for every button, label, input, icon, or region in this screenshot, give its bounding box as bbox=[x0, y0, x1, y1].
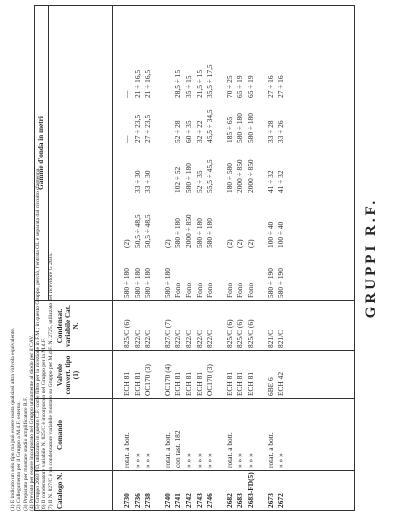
table-cell-condens: 825/C (6) bbox=[246, 319, 255, 348]
table-cell-comando: » » » bbox=[276, 453, 286, 468]
table-cell-g3: 41 ÷ 32 bbox=[276, 170, 286, 193]
table-cell-comando: » » » bbox=[246, 453, 255, 468]
table-cell-g2: (2) bbox=[224, 239, 234, 248]
table-cell-g5: 21,5 ÷ 15 bbox=[194, 69, 204, 98]
table-cell-g5: — bbox=[122, 90, 131, 98]
table-cell-g2: (2) bbox=[246, 239, 255, 248]
column-divider bbox=[34, 510, 354, 511]
table-cell-valvole: OC170 (3) bbox=[205, 364, 215, 396]
header-condens: Condensat. variabile Cat. N. bbox=[56, 305, 80, 347]
table-cell-g3: 580 ÷ 180 bbox=[184, 163, 193, 193]
table-cell-g3: 180 ÷ 580 bbox=[224, 163, 234, 193]
footnote-line: (6) Il condensatore variabile N. 825/C è incorporato nel Gruppo per la M.d.F. bbox=[41, 338, 48, 511]
table-cell-condens: 822/C bbox=[173, 329, 183, 348]
table-cell-condens: 825/C (6) bbox=[224, 319, 234, 348]
table-cell-g5: 70 ÷ 25 bbox=[224, 75, 234, 98]
table-cell-valvole: ECH 81 bbox=[173, 371, 183, 396]
table-cell-g1: 580 ÷ 190 bbox=[276, 268, 286, 298]
table-cell-g3: 55,5 ÷ 45,5 bbox=[205, 159, 215, 193]
table-cell-condens: 822/C bbox=[194, 329, 204, 348]
table-cell-comando: » » » bbox=[143, 453, 153, 468]
table-cell-comando: rotat. a bott. bbox=[224, 432, 234, 468]
table-cell-g3: 2000 ÷ 850 bbox=[246, 159, 255, 193]
table-cell-g5: 65 ÷ 19 bbox=[246, 75, 255, 98]
table-cell-g3: 41 ÷ 32 bbox=[265, 170, 275, 193]
table-cell-g1: 580 ÷ 180 bbox=[143, 268, 153, 298]
table-cell-g1: 580 ÷ 180 bbox=[122, 268, 131, 298]
table-cell-comando: » » » bbox=[205, 453, 215, 468]
table-cell-g2: 100 ÷ 40 bbox=[265, 221, 275, 248]
table-cell-g2: 100 ÷ 40 bbox=[276, 221, 286, 248]
table-cell-catalogo: 2683-FD(5) bbox=[246, 472, 255, 508]
column-divider bbox=[34, 5, 354, 6]
table-cell-g2: 580 ÷ 180 bbox=[205, 218, 215, 248]
footnote-line: (5) Gruppo 2683 FD, utilizzato in questo C.F. come filtro per la ricezione in F.M.; in questo Gruppo, perciò, l'entrata OL è separata dal circuito d'antenna. bbox=[35, 167, 42, 511]
table-cell-g2: 50,5 ÷ 48,5 bbox=[143, 214, 153, 248]
rotated-page bbox=[10, 5, 390, 511]
table-cell-condens: 825/C (6) bbox=[235, 319, 245, 348]
table-cell-g2: (2) bbox=[235, 239, 245, 248]
table-cell-catalogo: 2683 bbox=[235, 493, 245, 508]
table-cell-catalogo: 2730 bbox=[122, 493, 131, 508]
table-cell-catalogo: 2741 bbox=[173, 493, 183, 508]
table-cell-valvole: 6BE 6 bbox=[265, 377, 275, 396]
footnote-line: (4) Previsto per essere incorporato nel Gruppo unitamente al diodo per il CAV. bbox=[28, 335, 35, 511]
table-cell-g3: 102 ÷ 52 bbox=[173, 166, 183, 193]
table-cell-g5: 35,5 ÷ 17,5 bbox=[205, 64, 215, 98]
table-cell-comando: » » » bbox=[184, 453, 193, 468]
table-cell-g2: 580 ÷ 180 bbox=[194, 218, 204, 248]
table-cell-valvole: OC170 (3) bbox=[143, 364, 153, 396]
header-catalogo: Catalogo N. bbox=[56, 472, 64, 510]
page-title: GRUPPI R.F. bbox=[363, 197, 379, 319]
table-cell-valvole: ECH 42 bbox=[276, 371, 286, 396]
table-cell-condens: 822/C bbox=[205, 329, 215, 348]
table-cell-condens: 825/C (6) bbox=[122, 319, 131, 348]
footnote-line: (3) Preparato per montare stadio amplificatore R.F. bbox=[22, 396, 29, 511]
table-cell-g4: 185 ÷ 65 bbox=[224, 116, 234, 143]
table-cell-g1: Fono bbox=[173, 282, 183, 298]
table-cell-catalogo: 2672 bbox=[276, 493, 286, 508]
table-cell-g5: 21 ÷ 16,5 bbox=[143, 69, 153, 98]
header-bottom-border bbox=[112, 5, 113, 511]
table-cell-g5: 21 ÷ 16,5 bbox=[132, 69, 142, 98]
table-cell-g1: Fono bbox=[224, 282, 234, 298]
column-divider bbox=[34, 350, 354, 351]
table-cell-catalogo: 2742 bbox=[184, 493, 193, 508]
table-cell-valvole: ECH 81 bbox=[235, 371, 245, 396]
column-divider bbox=[34, 398, 354, 399]
catalog-table bbox=[34, 5, 354, 511]
table-cell-valvole: ECH 81 bbox=[224, 371, 234, 396]
table-cell-g5: 65 ÷ 19 bbox=[235, 75, 245, 98]
table-cell-catalogo: 2682 bbox=[224, 493, 234, 508]
table-cell-g4: 27 ÷ 23,5 bbox=[132, 114, 142, 143]
table-bottom-border bbox=[354, 5, 355, 511]
table-cell-g2: (2) bbox=[162, 239, 172, 248]
table-cell-g4: 33 ÷ 26 bbox=[276, 120, 286, 143]
table-cell-valvole: ECH 81 bbox=[184, 371, 193, 396]
table-cell-catalogo: 2736 bbox=[132, 493, 142, 508]
table-cell-valvole: OC170 (4) bbox=[162, 364, 172, 396]
header-gamme: Gamme d'onda in metri bbox=[37, 116, 45, 190]
table-cell-g3: 2000 ÷ 850 bbox=[235, 159, 245, 193]
table-cell-g1: 580 ÷ 180 bbox=[132, 268, 142, 298]
table-cell-valvole: ECH 81 bbox=[132, 371, 142, 396]
table-cell-condens: 821/C bbox=[265, 329, 275, 348]
table-cell-catalogo: 2740 bbox=[162, 493, 172, 508]
table-cell-g2: 580 ÷ 180 bbox=[173, 218, 183, 248]
table-cell-g1: 580 ÷ 190 bbox=[265, 268, 275, 298]
table-cell-g1: Fono bbox=[184, 282, 193, 298]
table-cell-g3: 33 ÷ 30 bbox=[143, 170, 153, 193]
table-cell-g5: 28,5 ÷ 15 bbox=[173, 69, 183, 98]
table-cell-valvole: ECH 81 bbox=[194, 371, 204, 396]
column-divider bbox=[34, 300, 354, 301]
table-cell-g1: Fono bbox=[194, 282, 204, 298]
header-comando: Comando bbox=[56, 420, 64, 450]
table-cell-g1: 580 ÷ 180 bbox=[162, 268, 172, 298]
table-cell-g4: 580 ÷ 180 bbox=[246, 113, 255, 143]
table-cell-g2: (2) bbox=[122, 239, 131, 248]
table-cell-g4: 32 ÷ 22 bbox=[194, 120, 204, 143]
table-cell-g4: 45,5 ÷ 34,5 bbox=[205, 109, 215, 143]
table-cell-g2: 50,5 ÷ 48,5 bbox=[132, 214, 142, 248]
table-cell-comando: » » » bbox=[132, 453, 142, 468]
column-divider bbox=[34, 470, 354, 471]
table-cell-condens: 822/C bbox=[132, 329, 142, 348]
table-cell-g1: Fono bbox=[235, 282, 245, 298]
table-cell-comando: con tast. 182 bbox=[173, 430, 183, 468]
table-cell-condens: 821/C bbox=[276, 329, 286, 348]
table-cell-condens: 827/C (7) bbox=[162, 319, 172, 348]
table-cell-comando: rotat. a bott. bbox=[265, 432, 275, 468]
footnote-line: (1) È indicato un solo tipo ma può essere usata qualsiasi altra valvola equivalente. bbox=[10, 327, 16, 511]
table-cell-catalogo: 2738 bbox=[143, 493, 153, 508]
table-cell-comando: » » » bbox=[235, 453, 245, 468]
table-cell-g4: — bbox=[122, 135, 131, 143]
footnote-line: (7) Il N. 827/C è un condensatore variabile montato su Gruppo per M.d.F. N. 2725, utilizzato nel ricevitore G 2035. bbox=[47, 252, 54, 511]
table-cell-g4: 60 ÷ 35 bbox=[184, 120, 193, 143]
footnote-line: (2) Collegamento per il Gruppo a M.d.F. esterno. bbox=[16, 401, 23, 511]
table-cell-g1: Fono bbox=[246, 282, 255, 298]
table-cell-comando: rotat. a bott. bbox=[162, 432, 172, 468]
table-cell-g5: 27 ÷ 16 bbox=[276, 75, 286, 98]
table-cell-g4: 52 ÷ 28 bbox=[173, 120, 183, 143]
table-cell-valvole: ECH 81 bbox=[246, 371, 255, 396]
table-cell-condens: 822/C bbox=[143, 329, 153, 348]
table-cell-g5: 27 ÷ 16 bbox=[265, 75, 275, 98]
table-cell-catalogo: 2746 bbox=[205, 493, 215, 508]
table-cell-comando: » » » bbox=[194, 453, 204, 468]
table-cell-catalogo: 2743 bbox=[194, 493, 204, 508]
table-cell-g5: 35 ÷ 15 bbox=[184, 75, 193, 98]
table-cell-valvole: ECH 81 bbox=[122, 371, 131, 396]
table-cell-g2: 2000 ÷ 850 bbox=[184, 214, 193, 248]
table-cell-comando: rotat. a bott. bbox=[122, 432, 131, 468]
table-cell-g3: 33 ÷ 30 bbox=[132, 170, 142, 193]
table-cell-condens: 822/C bbox=[184, 329, 193, 348]
table-cell-g3: 52 ÷ 35 bbox=[194, 170, 204, 193]
table-cell-g1: Fono bbox=[205, 282, 215, 298]
header-valvole: Valvole convert. tipo (1) bbox=[56, 355, 80, 395]
table-cell-g4: 580 ÷ 180 bbox=[235, 113, 245, 143]
table-cell-g4: 33 ÷ 28 bbox=[265, 120, 275, 143]
table-cell-g4: 27 ÷ 23,5 bbox=[143, 114, 153, 143]
table-cell-catalogo: 2673 bbox=[265, 493, 275, 508]
